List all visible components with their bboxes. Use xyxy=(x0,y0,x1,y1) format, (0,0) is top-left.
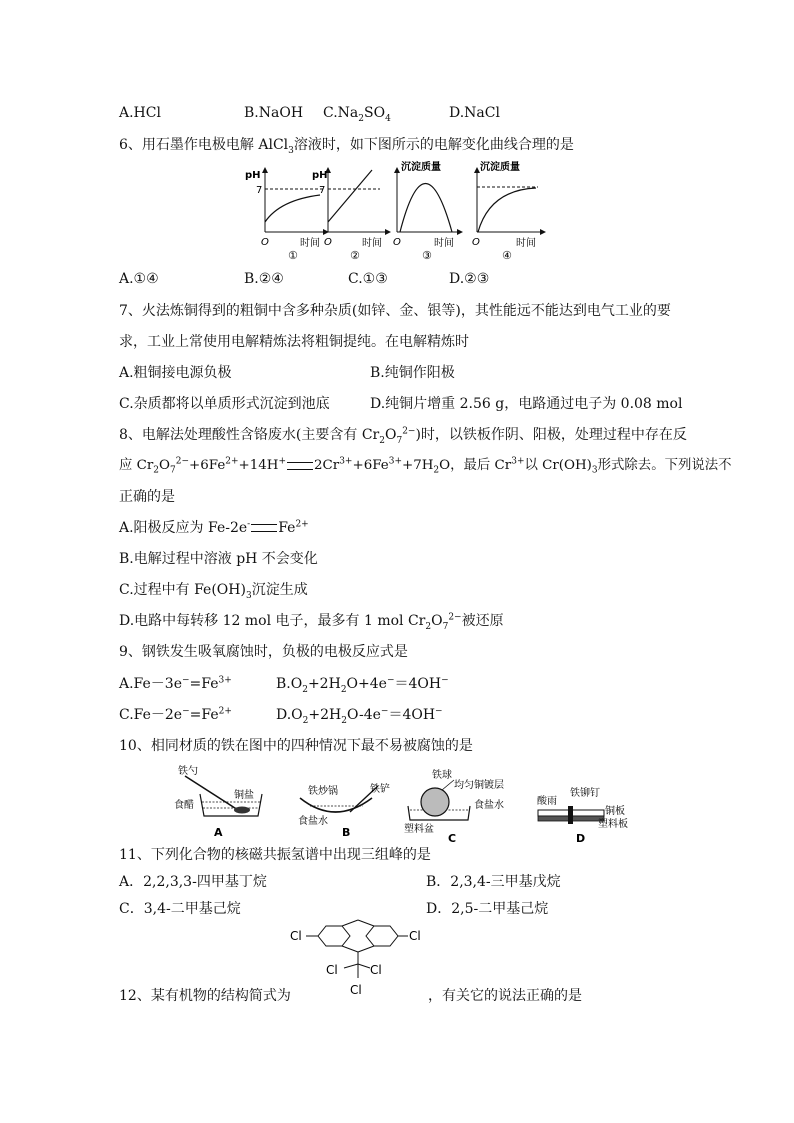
q11-stem: 11、下列化合物的核磁共振氢谱中出现三组峰的是 xyxy=(119,847,431,863)
q10-d-label-plastic: 塑料板 xyxy=(598,819,628,830)
q10-figure-c xyxy=(404,768,504,845)
q10-c-tag: C xyxy=(448,832,457,845)
q7-option-a: A.粗铜接电源负极 xyxy=(119,365,232,381)
q10-c-label-ball: 铁球 xyxy=(432,770,452,781)
q12-cl-right: Cl xyxy=(409,929,421,943)
q6-option-c: C.①③ xyxy=(348,271,388,287)
q8-option-b: B.电解过程中溶液 pH 不会变化 xyxy=(119,551,318,567)
q11-option-d: D．2,5-二甲基己烷 xyxy=(426,901,549,917)
q10-figure-d xyxy=(537,786,628,845)
q6-stem: 6、用石墨作电极电解 AlCl$_3$溶液时，如下图所示的电解变化曲线合理的是 xyxy=(119,137,574,156)
q6-g1-xlabel: 时间 xyxy=(300,238,320,249)
q6-g4-ylabel: 沉淀质量 xyxy=(480,162,520,173)
q12-cl-bottom: Cl xyxy=(350,983,362,997)
equals-sign xyxy=(287,462,313,470)
q10-stem: 10、相同材质的铁在图中的四种情况下最不易被腐蚀的是 xyxy=(119,738,473,754)
q5-option-a: A.HCl xyxy=(119,105,161,121)
q10-d-tag: D xyxy=(576,832,586,845)
q6-g4-origin: O xyxy=(472,237,480,248)
q10-b-tag: B xyxy=(342,826,351,839)
q9-stem: 9、钢铁发生吸氧腐蚀时，负极的电极反应式是 xyxy=(119,644,408,660)
q6-g4-xlabel: 时间 xyxy=(516,238,536,249)
q6-graph-2 xyxy=(312,168,390,260)
q6-g3-origin: O xyxy=(393,237,401,248)
q7-option-d: D.纯铜片增重 2.56 g，电路通过电子为 0.08 mol xyxy=(370,396,683,412)
q6-g3-num: ③ xyxy=(422,249,432,260)
q10-a-label-spoon: 铁勺 xyxy=(178,766,198,777)
q6-graph-3 xyxy=(393,160,462,260)
q5-option-b: B.NaOH xyxy=(244,105,304,121)
q6-g2-ref: 7 xyxy=(319,185,326,196)
q6-option-a: A.①④ xyxy=(119,271,159,287)
q12-structure xyxy=(286,918,436,1000)
q9-option-d: $D.O_2+2H_2O-4e^-=4OH^-$ xyxy=(276,706,443,726)
q10-d-label-rivet: 铁铆钉 xyxy=(570,788,600,799)
q7-stem-line2: 求，工业上常使用电解精炼法将粗铜提纯。在电解精炼时 xyxy=(119,334,469,350)
q6-g2-ylabel: pH xyxy=(312,170,328,181)
q6-g4-num: ④ xyxy=(502,249,512,260)
q6-g2-num: ② xyxy=(350,249,360,260)
q10-a-tag: A xyxy=(214,826,223,839)
q6-option-d: D.②③ xyxy=(449,271,490,287)
q7-stem-line1: 7、火法炼铜得到的粗铜中含多种杂质(如锌、金、银等)，其性能远不能达到电气工业的要 xyxy=(119,303,671,319)
q10-a-label-vinegar: 食醋 xyxy=(174,800,194,811)
equals-sign xyxy=(251,524,277,532)
q10-c-label-brine: 食盐水 xyxy=(474,800,504,811)
q6-graph-4 xyxy=(472,160,545,260)
q9-option-a: $A.Fe-3e^-=Fe^{3+}$ xyxy=(119,675,232,692)
q6-g1-ref: 7 xyxy=(256,185,263,196)
q8-stem-line2: 应 $Cr_2O_7^{2-}+6Fe^{2+}+14H^+$ $2Cr^{3+}+6Fe^{3+}+7H_2O$，最后 $Cr^{3+}$以 $Cr(OH)_3$形式除去。下列说法不 xyxy=(119,456,732,476)
q12-stem-end: ，有关它的说法正确的是 xyxy=(428,988,582,1004)
q10-b-label-brine: 食盐水 xyxy=(298,816,328,827)
q8-option-d: D.电路中每转移 12 mol 电子，最多有 1 mol $Cr_2O_7^{2-}$被还原 xyxy=(119,612,504,632)
q8-option-a: A.阳极反应为 Fe-2e- $Fe^{2+}$ xyxy=(119,519,309,536)
q8-stem-line3: 正确的是 xyxy=(119,489,175,505)
q12-cl-center-right: Cl xyxy=(370,963,382,977)
q6-g2-xlabel: 时间 xyxy=(362,238,382,249)
q10-c-label-basin: 塑料盆 xyxy=(404,824,434,835)
q10-b-label-wok: 铁炒锅 xyxy=(308,786,338,797)
q10-d-label-copper: 铜板 xyxy=(605,806,625,817)
q6-g3-ylabel: 沉淀质量 xyxy=(401,162,441,173)
q6-graph-1 xyxy=(245,168,328,260)
q5-option-d: D.NaCl xyxy=(449,105,500,121)
q6-g2-origin: O xyxy=(324,237,332,248)
q10-b-label-spatula: 铁铲 xyxy=(370,784,390,795)
q12-stem-start: 12、某有机物的结构简式为 xyxy=(119,988,291,1004)
q6-option-b: B.②④ xyxy=(244,271,284,287)
q11-option-b: B．2,3,4-三甲基戊烷 xyxy=(426,874,561,890)
q6-g3-xlabel: 时间 xyxy=(434,238,454,249)
q12-cl-left: Cl xyxy=(290,929,302,943)
q10-figure-a xyxy=(174,764,262,839)
q11-option-c: C．3,4-二甲基己烷 xyxy=(119,901,241,917)
q9-option-c: $C.Fe-2e^-=Fe^{2+}$ xyxy=(119,706,232,723)
q10-a-label-salt: 铜盐 xyxy=(234,790,254,801)
q9-option-b: $B.O_2+2H_2O+4e^-=4OH^-$ xyxy=(276,675,449,695)
q6-g1-origin: O xyxy=(261,237,269,248)
q10-d-label-rain: 酸雨 xyxy=(537,796,557,807)
q7-option-c: C.杂质都将以单质形式沉淀到池底 xyxy=(119,396,330,412)
q8-option-c: C.过程中有 $Fe(OH)_3$沉淀生成 xyxy=(119,582,308,601)
q11-option-a: A．2,2,3,3-四甲基丁烷 xyxy=(119,874,267,890)
q6-g1-ylabel: pH xyxy=(245,170,261,181)
q6-g1-num: ① xyxy=(288,249,298,260)
q10-figure-b xyxy=(298,782,390,839)
q10-c-label-plating: 均匀铜镀层 xyxy=(454,780,504,791)
q10-figures xyxy=(160,764,640,848)
q12-cl-center-left: Cl xyxy=(326,963,338,977)
q5-option-c: $C.Na_2SO_4$ xyxy=(323,105,391,124)
q7-option-b: B.纯铜作阳极 xyxy=(370,365,455,381)
q6-graphs xyxy=(240,160,560,260)
q8-stem-line1: 8、电解法处理酸性含铬废水(主要含有 $Cr_2O_7^{2-}$)时，以铁板作阴、阳极，处理过程中存在反 xyxy=(119,426,687,446)
